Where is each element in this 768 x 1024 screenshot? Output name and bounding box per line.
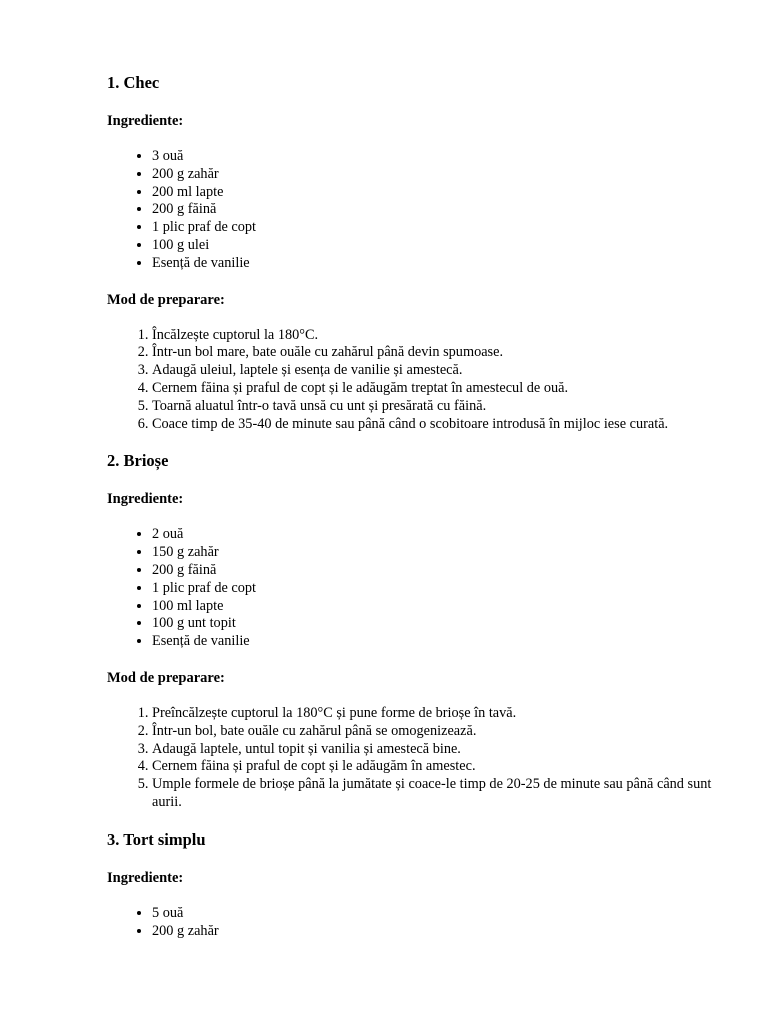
list-item: • 200 g zahăr (152, 923, 722, 941)
list-item: 4. Cernem făina și praful de copt și le adăugăm în amestec. (152, 758, 722, 776)
list-item: 3. Adaugă uleiul, laptele și esența de vanilie și amestecă. (152, 362, 722, 380)
recipe-briose (107, 451, 722, 811)
list-item: • 1 plic praf de copt (152, 219, 722, 237)
steps-list (107, 705, 722, 812)
list-item: 2. Într-un bol mare, bate ouăle cu zahărul până devin spumoase. (152, 344, 722, 362)
list-item: 5. Umple formele de brioșe până la jumătate și coace-le timp de 20-25 de minute sau până când sunt aurii. (152, 776, 722, 812)
list-item: • 100 ml lapte (152, 598, 722, 616)
list-item: 4. Cernem făina și praful de copt și le adăugăm treptat în amestecul de ouă. (152, 380, 722, 398)
list-item: 3. Adaugă laptele, untul topit și vanilia și amestecă bine. (152, 741, 722, 759)
ingredients-list (107, 526, 722, 651)
ingredients-list (107, 148, 722, 273)
recipe-title: 1. Chec (107, 73, 160, 92)
ingredients-heading: Ingrediente: (107, 113, 184, 129)
recipe-chec (107, 73, 722, 433)
list-item: 1. Încălzește cuptorul la 180°C. (152, 327, 722, 345)
list-item: • 2 ouă (152, 526, 722, 544)
list-item: • 200 ml lapte (152, 184, 722, 202)
list-item: 2. Într-un bol, bate ouăle cu zahărul până se omogenizează. (152, 723, 722, 741)
list-item: • 5 ouă (152, 905, 722, 923)
recipe-title: 2. Brioșe (107, 451, 169, 471)
document-page (107, 73, 722, 940)
ingredients-heading: Ingrediente: (107, 869, 184, 886)
method-heading: Mod de preparare: (107, 669, 225, 686)
ingredients-list (107, 905, 722, 941)
list-item: • 150 g zahăr (152, 544, 722, 562)
list-item: • 200 g făină (152, 201, 722, 219)
list-item: • 200 g făină (152, 562, 722, 580)
list-item: 1. Preîncălzește cuptorul la 180°C și pune forme de brioșe în tavă. (152, 705, 722, 723)
list-item: 6. Coace timp de 35-40 de minute sau până când o scobitoare introdusă în mijloc iese curată. (152, 416, 722, 434)
list-item: • 1 plic praf de copt (152, 580, 722, 598)
list-item: • 3 ouă (152, 148, 722, 166)
method-heading: Mod de preparare: (107, 291, 225, 308)
recipe-title: 3. Tort simplu (107, 829, 206, 849)
steps-list (107, 327, 722, 434)
list-item: • Esență de vanilie (152, 255, 722, 273)
list-item: 5. Toarnă aluatul într-o tavă unsă cu unt și presărată cu făină. (152, 398, 722, 416)
list-item: • 100 g ulei (152, 237, 722, 255)
list-item: • 200 g zahăr (152, 166, 722, 184)
list-item: • Esență de vanilie (152, 633, 722, 651)
list-item: • 100 g unt topit (152, 615, 722, 633)
ingredients-heading: Ingrediente: (107, 491, 184, 508)
recipe-tort-simplu (107, 830, 722, 941)
